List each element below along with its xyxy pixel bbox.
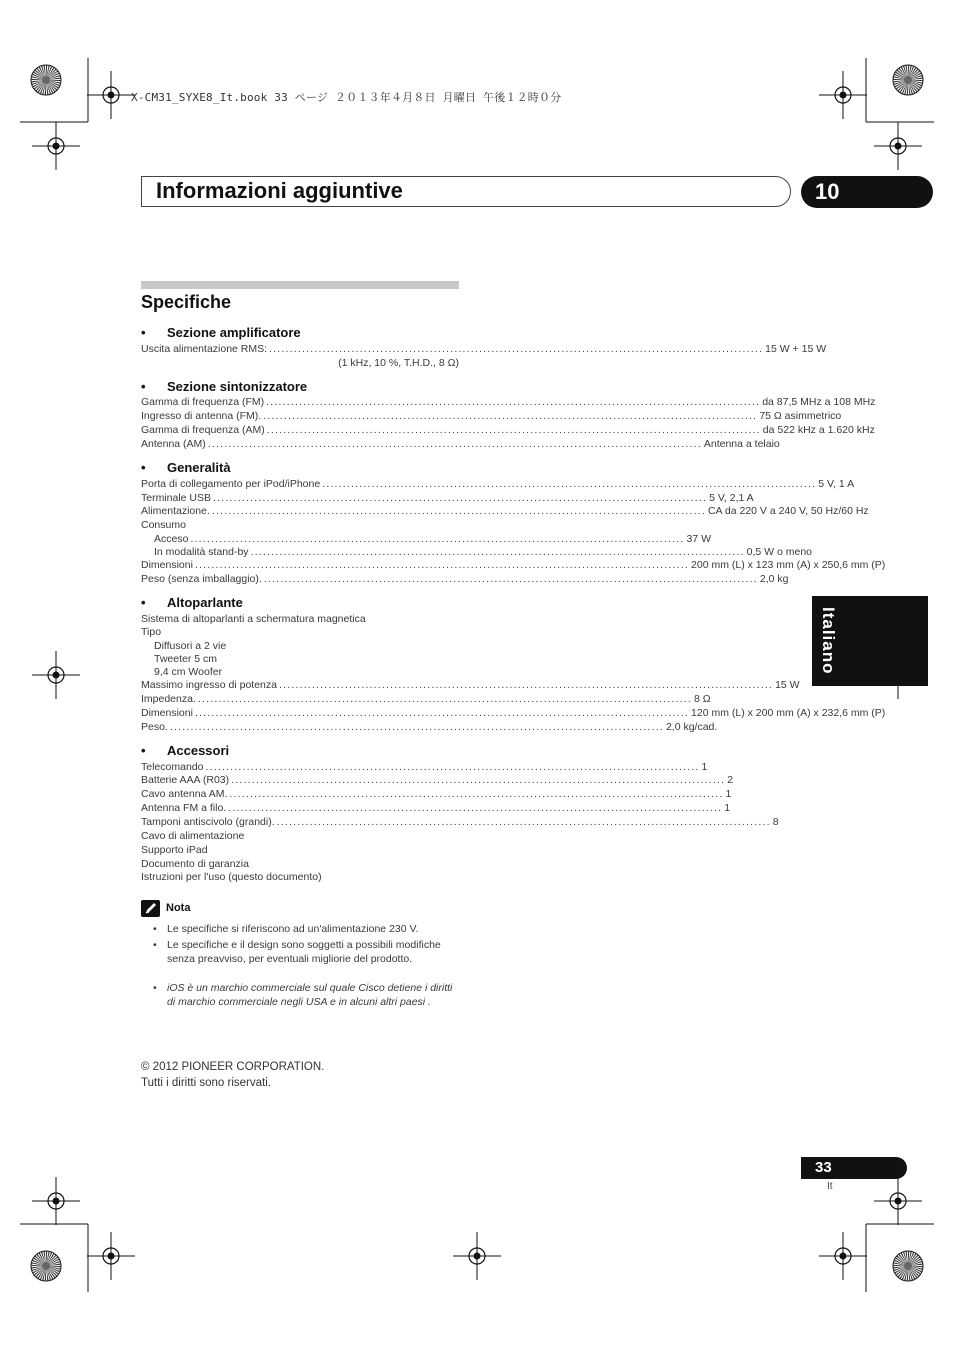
leader-dots: ........................................................................................................................ [278, 679, 774, 691]
spec-plain-line: 9,4 cm Woofer [154, 666, 223, 678]
spec-value: 2 [727, 774, 734, 786]
spec-plain-line: Tipo [141, 626, 162, 638]
spec-label: Antenna (AM) [141, 438, 206, 450]
spec-row [141, 532, 712, 546]
heading-text: Generalità [167, 460, 231, 475]
spec-value: 2,0 kg [759, 573, 789, 585]
language-tab-label: Italiano [819, 607, 838, 675]
chapter-title: Informazioni aggiuntive [156, 178, 403, 203]
registration-dot [108, 1253, 115, 1260]
leader-dots: ........................................................................................................................ [276, 816, 771, 828]
registration-dot [53, 672, 60, 679]
spec-row [141, 437, 780, 451]
leader-dots: ........................................................................................................................ [263, 410, 758, 422]
spec-label: Cavo antenna AM. [141, 788, 228, 800]
spec-value: 15 W + 15 W [765, 343, 827, 355]
star-target-center [42, 1262, 50, 1270]
leader-dots: ........................................................................................................................ [213, 492, 708, 504]
spec-value: 5 V, 2,1 A [709, 492, 754, 504]
spec-label: Tamponi antiscivolo (grandi). [141, 816, 275, 828]
spec-row [141, 423, 875, 437]
spec-row [141, 815, 779, 829]
spec-value: CA da 220 V a 240 V, 50 Hz/60 Hz [707, 505, 869, 517]
spec-value: 0,5 W o meno [746, 546, 813, 558]
page-number: 33 [801, 1157, 907, 1179]
spec-row [141, 545, 813, 559]
spec-plain-line: Documento di garanzia [141, 858, 249, 870]
spec-row [141, 504, 869, 518]
star-target-center [904, 1262, 912, 1270]
bullet: • [141, 325, 146, 340]
spec-plain-line: Istruzioni per l'uso (questo documento) [141, 871, 322, 883]
note-bullet: • [153, 982, 157, 994]
leader-dots: ........................................................................................................................ [229, 788, 724, 800]
leader-dots: ........................................................................................................................ [194, 559, 690, 571]
registration-dot [53, 143, 60, 150]
spec-plain-line: Sistema di altoparlanti a schermatura magnetica [141, 613, 366, 625]
spec-value: 200 mm (L) x 123 mm (A) x 250,6 mm (P) [691, 559, 886, 571]
spec-row [141, 787, 732, 801]
leader-dots: ........................................................................................................................ [263, 573, 758, 585]
spec-label: Gamma di frequenza (FM) [141, 396, 265, 408]
spec-row [141, 801, 731, 815]
heading-text: Accessori [167, 743, 230, 758]
book-file-header: X-CM31_SYXE8_It.book 33 ページ ２０１３年４月８日 月曜日 午後１２時０分 [131, 91, 562, 104]
spec-plain-line: Supporto iPad [141, 844, 208, 856]
spec-heading-amplifier [141, 325, 301, 340]
spec-label: Porta di collegamento per iPod/iPhone [141, 478, 321, 490]
spec-row [141, 678, 800, 692]
leader-dots: ........................................................................................................................ [266, 424, 761, 436]
note-item: Le specifiche e il design sono soggetti a possibili modifiche senza preavviso, per eventuali migliorie del prodotto. [167, 939, 441, 965]
rights-line: Tutti i diritti sono riservati. [141, 1077, 271, 1089]
spec-value: 1 [701, 761, 708, 773]
chapter-number: 10 [801, 176, 933, 208]
spec-value: 15 W [775, 679, 800, 691]
spec-row [141, 720, 718, 734]
spec-row [141, 773, 734, 787]
leader-dots: ........................................................................................................................ [231, 774, 726, 786]
spec-label: Peso. [141, 721, 168, 733]
spec-label: Antenna FM a filo. [141, 802, 227, 814]
bullet: • [141, 595, 146, 610]
spec-value: 75 Ω asimmetrico [759, 410, 842, 422]
spec-heading-accessories [141, 743, 229, 758]
spec-value: 120 mm (L) x 200 mm (A) x 232,6 mm (P) [691, 707, 886, 719]
spec-plain-line: Cavo di alimentazione [141, 830, 245, 842]
leader-dots: ........................................................................................................................ [269, 343, 764, 355]
spec-row [141, 572, 789, 586]
spec-label: Impedenza. [141, 693, 196, 705]
spec-plain-line: Diffusori a 2 vie [154, 640, 227, 652]
spec-value: 1 [724, 802, 731, 814]
leader-dots: ........................................................................................................................ [207, 438, 702, 450]
section-title: Specifiche [141, 292, 232, 312]
spec-row [141, 491, 754, 505]
spec-value: da 522 kHz a 1.620 kHz [762, 424, 875, 436]
leader-dots: ........................................................................................................................ [190, 533, 685, 545]
note-item: iOS è un marchio commerciale sul quale Cisco detiene i diritti di marchio commerciale negli USA e in alcuni altri paesi . [167, 982, 453, 1008]
spec-value: 8 [772, 816, 779, 828]
registration-dot [840, 92, 847, 99]
spec-row [141, 409, 842, 423]
page-language-code: It [827, 1181, 833, 1192]
spec-label: Peso (senza imballaggio). [141, 573, 262, 585]
pencil-note-icon [141, 900, 160, 917]
bullet: • [141, 379, 146, 394]
spec-row [141, 342, 827, 356]
leader-dots: ........................................................................................................................ [266, 396, 761, 408]
spec-label: Dimensioni [141, 707, 193, 719]
note-item: Le specifiche si riferiscono ad un'alimentazione 230 V. [167, 923, 419, 935]
spec-note-line: (1 kHz, 10 %, T.H.D., 8 Ω) [338, 357, 459, 369]
bullet: • [141, 460, 146, 475]
registration-dot [108, 92, 115, 99]
registration-dot [895, 1198, 902, 1205]
star-target-center [904, 76, 912, 84]
leader-dots: ........................................................................................................................ [322, 478, 817, 490]
spec-label: Uscita alimentazione RMS: [141, 343, 268, 355]
section-rule [141, 281, 459, 289]
spec-value: Antenna a telaio [703, 438, 780, 450]
note-bullet: • [153, 939, 157, 951]
spec-row [141, 706, 886, 720]
spec-label: Telecomando [141, 761, 204, 773]
heading-text: Sezione sintonizzatore [167, 379, 308, 394]
leader-dots: ........................................................................................................................ [211, 505, 706, 517]
leader-dots: ........................................................................................................................ [197, 693, 692, 705]
spec-heading-tuner [141, 379, 307, 394]
spec-value: 5 V, 1 A [818, 478, 855, 490]
heading-text: Sezione amplificatore [167, 325, 301, 340]
heading-text: Altoparlante [167, 595, 243, 610]
note-title: Nota [166, 902, 191, 914]
spec-row [141, 477, 855, 491]
spec-value: 2,0 kg/cad. [665, 721, 718, 733]
spec-value: 8 Ω [693, 693, 711, 705]
note-bullet: • [153, 923, 157, 935]
spec-heading-speaker [141, 595, 243, 610]
spec-label: In modalità stand-by [154, 546, 249, 558]
spec-row [141, 395, 876, 409]
spec-label: Alimentazione. [141, 505, 210, 517]
registration-dot [840, 1253, 847, 1260]
registration-dot [474, 1253, 481, 1260]
leader-dots: ........................................................................................................................ [228, 802, 723, 814]
leader-dots: ........................................................................................................................ [205, 761, 700, 773]
copyright-line: © 2012 PIONEER CORPORATION. [141, 1061, 325, 1073]
bullet: • [141, 743, 146, 758]
spec-label: Batterie AAA (R03) [141, 774, 230, 786]
spec-row [141, 760, 708, 774]
spec-label: Massimo ingresso di potenza [141, 679, 277, 691]
spec-value: da 87,5 MHz a 108 MHz [762, 396, 876, 408]
leader-dots: ........................................................................................................................ [194, 707, 690, 719]
spec-plain-line: Tweeter 5 cm [154, 653, 218, 665]
spec-heading-general [141, 460, 231, 475]
spec-plain-line: Consumo [141, 519, 186, 531]
spec-label: Terminale USB [141, 492, 212, 504]
leader-dots: ........................................................................................................................ [250, 546, 745, 558]
spec-label: Acceso [154, 533, 189, 545]
spec-label: Gamma di frequenza (AM) [141, 424, 265, 436]
star-target-center [42, 76, 50, 84]
spec-label: Dimensioni [141, 559, 193, 571]
spec-label: Ingresso di antenna (FM). [141, 410, 262, 422]
registration-dot [53, 1198, 60, 1205]
spec-row [141, 558, 886, 572]
spec-value: 1 [725, 788, 732, 800]
registration-dot [895, 143, 902, 150]
leader-dots: ........................................................................................................................ [169, 721, 664, 733]
spec-row [141, 692, 711, 706]
spec-value: 37 W [686, 533, 712, 545]
